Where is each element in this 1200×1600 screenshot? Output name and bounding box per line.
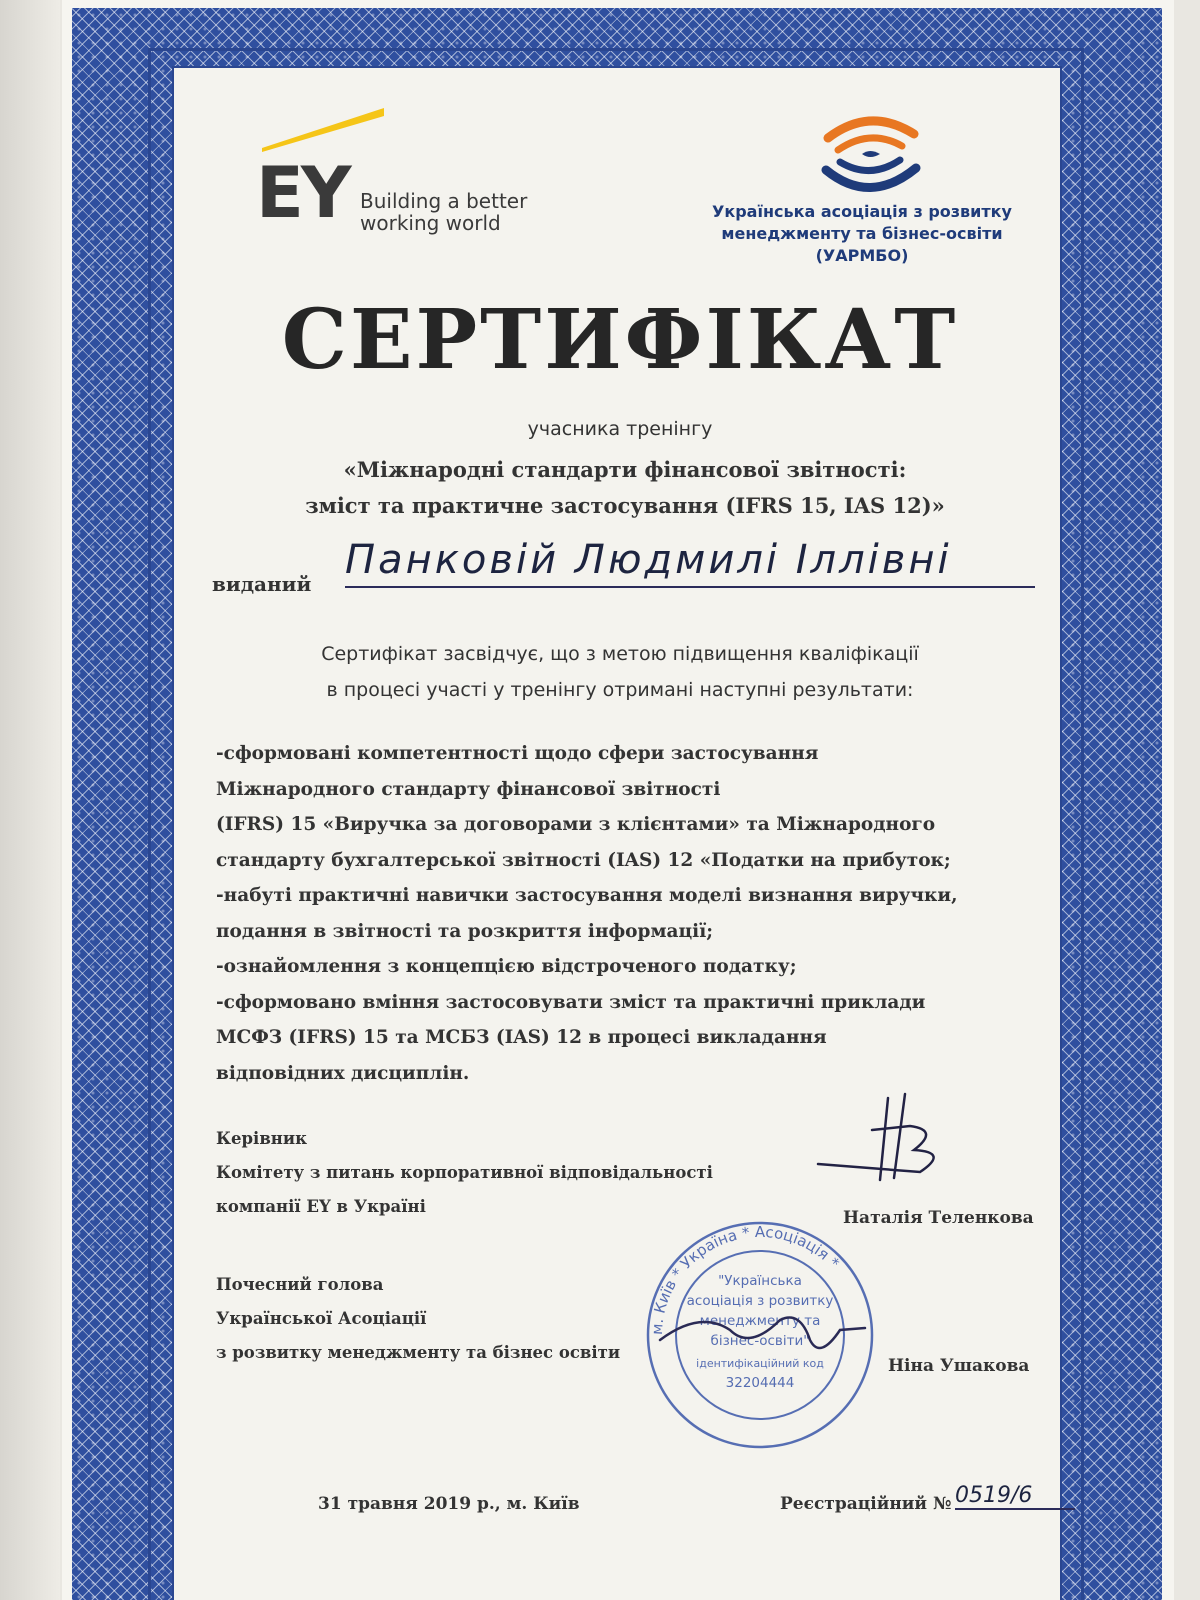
signatory1-title <box>216 1122 776 1224</box>
uarmbo-name-line2: менеджменту та бізнес-освіти <box>721 224 1003 243</box>
ey-tagline-line1: Building a better <box>360 189 528 213</box>
uarmbo-name-line1: Українська асоціація з розвитку <box>712 202 1012 221</box>
registration-number: 0519/6 <box>955 1483 1075 1510</box>
signature1-handwritten <box>810 1090 980 1200</box>
signatory2-line1: Почесний голова <box>216 1275 384 1294</box>
results-line: (IFRS) 15 «Виручка за договорами з клієнтами» та Міжнародного <box>216 814 936 835</box>
intro-line1: Сертифікат засвідчує, що з метою підвищення кваліфікації <box>321 643 919 665</box>
results-line: -набуті практичні навички застосування моделі визнання виручки, <box>216 885 958 906</box>
stamp-line1: "Українська <box>718 1273 802 1289</box>
signatory1-line1: Керівник <box>216 1129 308 1148</box>
ey-tagline <box>360 190 560 234</box>
course-title-line1: «Міжнародні стандарти фінансової звітності: <box>343 457 907 482</box>
results-line: -сформовані компетентності щодо сфери застосування <box>216 743 819 764</box>
certificate-intro <box>190 636 1050 708</box>
signatory1-line3: компанії EY в Україні <box>216 1197 426 1216</box>
issued-label: виданий <box>212 572 312 596</box>
ey-beam-icon <box>262 108 384 152</box>
stamp-ring-text: м. Київ * Україна * Асоціація * <box>647 1222 843 1336</box>
uarmbo-logo-icon <box>810 110 930 194</box>
uarmbo-name <box>668 201 1056 267</box>
signatory2-line3: з розвитку менеджменту та бізнес освіти <box>216 1343 621 1362</box>
signatory2-title <box>216 1268 656 1370</box>
signatory2-line2: Української Асоціації <box>216 1309 427 1328</box>
ey-tagline-line2: working world <box>360 211 501 235</box>
course-title-line2: зміст та практичне застосування (IFRS 15, IAS 12)» <box>305 493 945 518</box>
results-line: відповідних дисциплін. <box>216 1062 470 1084</box>
course-title <box>190 452 1060 524</box>
results-list <box>216 736 1036 1091</box>
results-line: -сформовано вміння застосовувати зміст та практичні приклади <box>216 991 926 1013</box>
signatory1-name: Наталія Теленкова <box>843 1208 1034 1228</box>
signature2-handwritten <box>640 1300 870 1380</box>
recipient-name: Панковій Людмилі Іллівні <box>345 534 1035 588</box>
stamp-line3: менеджменту та <box>699 1313 821 1329</box>
issue-date-place: 31 травня 2019 р., м. Київ <box>318 1494 580 1514</box>
stamp-line2: асоціація з розвитку <box>686 1293 834 1309</box>
certificate-subtitle: учасника тренінгу <box>527 418 713 440</box>
signatory1-line2: Комітету з питань корпоративної відповідальності <box>216 1163 713 1182</box>
results-line: подання в звітності та розкриття інформації; <box>216 920 714 942</box>
certificate-title: СЕРТИФІКАТ <box>281 292 959 388</box>
signatory2-name: Ніна Ушакова <box>888 1356 1030 1376</box>
stamp-line5: ідентифікаційний код <box>696 1357 824 1370</box>
results-line: -ознайомлення з концепцією відстроченого податку; <box>216 956 797 977</box>
results-line: МСФЗ (IFRS) 15 та МСБЗ (IAS) 12 в процесі викладання <box>216 1027 827 1048</box>
stamp-code: 32204444 <box>725 1375 795 1391</box>
uarmbo-name-line3: (УАРМБО) <box>815 246 909 265</box>
registration-label: Реєстраційний № <box>780 1494 952 1514</box>
intro-line2: в процесі участі у тренінгу отримані наступні результати: <box>326 679 914 701</box>
stamp-line4: бізнес-освіти" <box>710 1333 810 1349</box>
results-line: Міжнародного стандарту фінансової звітності <box>216 778 721 800</box>
ey-wordmark: EY <box>256 152 349 234</box>
results-line: стандарту бухгалтерської звітності (IAS) 12 «Податки на прибуток; <box>216 849 951 871</box>
